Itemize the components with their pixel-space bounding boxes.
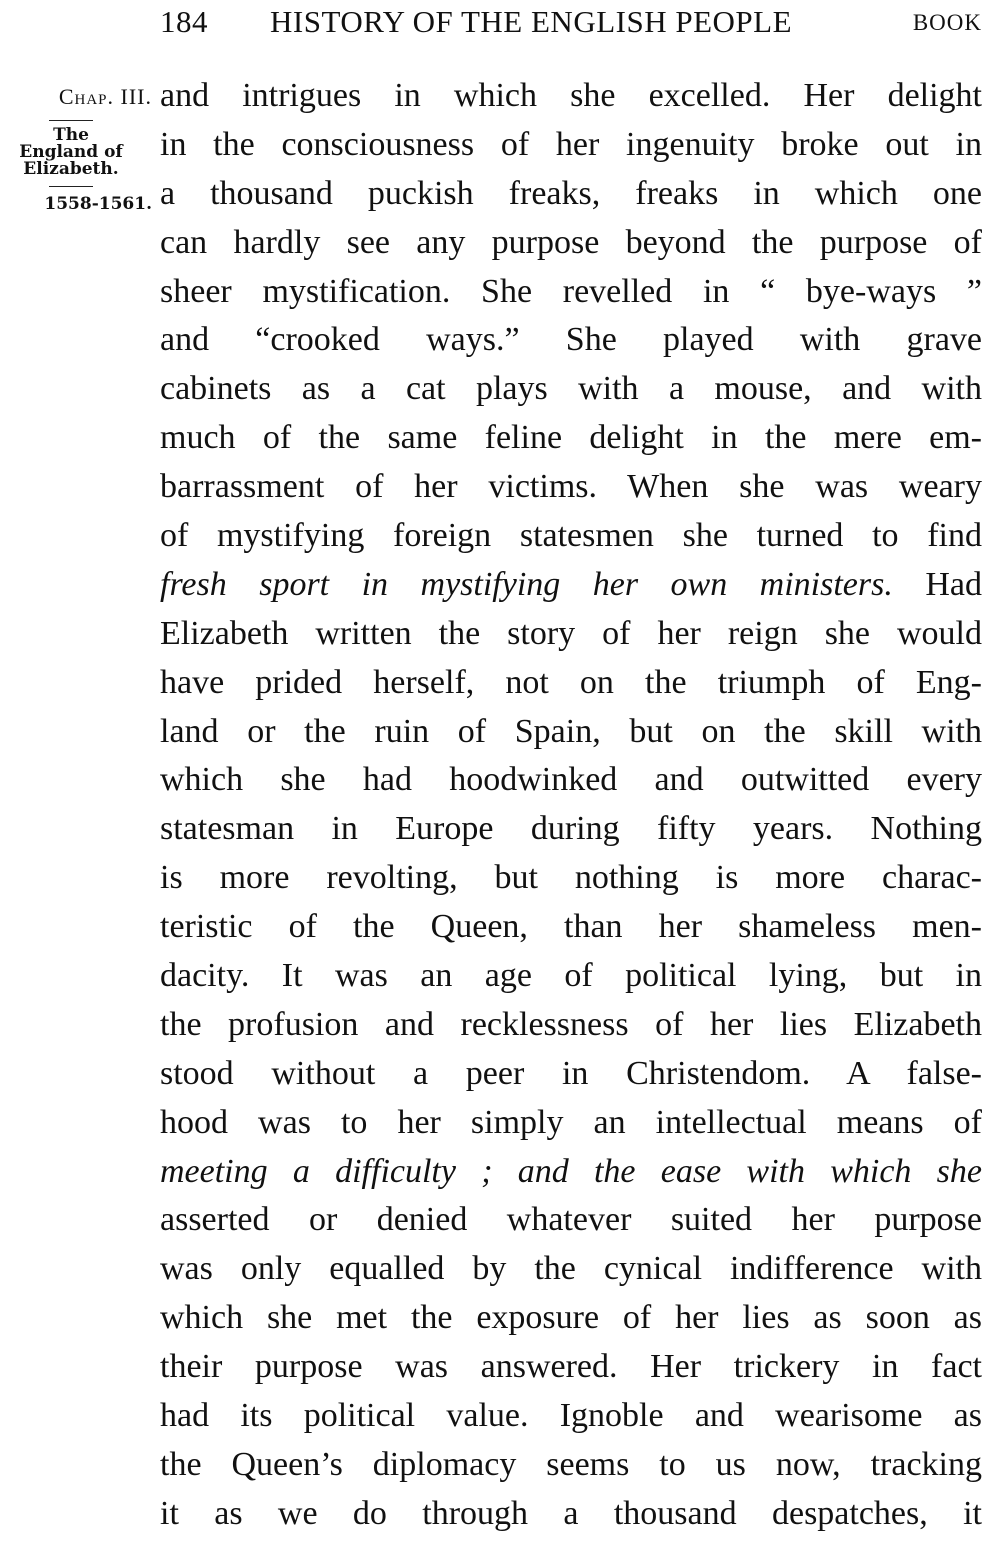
section-title (0, 127, 144, 178)
text-run: sheer mystification. She revelled in “ bye-ways ” (160, 272, 982, 310)
text-run: Elizabeth written the story of her reign she would (160, 614, 982, 652)
text-line (160, 170, 982, 219)
text-run: land or the ruin of Spain, but on the skill with (160, 712, 982, 750)
text-run: the profusion and recklessness of her lies Elizabeth (160, 1005, 982, 1043)
text-line (160, 219, 982, 268)
text-line (160, 610, 982, 659)
text-line (160, 1196, 982, 1245)
text-run: which she had hoodwinked and outwitted every (160, 761, 982, 799)
text-line (160, 903, 982, 952)
text-run: a thousand puckish freaks, freaks in which one (160, 174, 982, 212)
text-line (160, 1099, 982, 1148)
text-run: much of the same feline delight in the mere em- (160, 419, 982, 457)
running-book-label: BOOK (912, 10, 982, 35)
section-dates: 1558-1561. (44, 194, 152, 214)
text-line (160, 1050, 982, 1099)
text-line (160, 268, 982, 317)
text-line (160, 952, 982, 1001)
text-run: in the consciousness of her ingenuity broke out in (160, 125, 982, 163)
margin-rule-top (49, 120, 93, 121)
text-run: hood was to her simply an intellectual means of (160, 1103, 982, 1141)
text-run: is more revolting, but nothing is more charac- (160, 859, 982, 897)
italic-text: fresh sport in mystifying her own ministers. (160, 565, 893, 603)
section-title-line: England of (19, 142, 123, 162)
page-number: 184 (160, 4, 208, 39)
text-run: and intrigues in which she excelled. Her delight (160, 77, 982, 114)
text-run: of mystifying foreign statesmen she turned to find (160, 517, 982, 555)
text-run: Had (892, 565, 982, 603)
section-title-line: The (53, 125, 89, 145)
text-run: asserted or denied whatever suited her purpose (160, 1201, 982, 1239)
text-line (160, 1490, 982, 1539)
text-line (160, 1001, 982, 1050)
text-run: dacity. It was an age of political lying, but in (160, 957, 982, 995)
text-line (160, 414, 982, 463)
body-text (160, 72, 982, 1539)
section-title-line: Elizabeth. (23, 159, 119, 179)
text-line (160, 708, 982, 757)
text-run: cabinets as a cat plays with a mouse, and with (160, 370, 982, 408)
text-line (160, 463, 982, 512)
text-run: stood without a peer in Christendom. A false- (160, 1054, 982, 1092)
text-run: can hardly see any purpose beyond the purpose of (160, 223, 982, 261)
text-line (160, 805, 982, 854)
text-line (160, 1245, 982, 1294)
text-run: it as we do through a thousand despatches, it (160, 1494, 982, 1532)
margin-rule-bottom (49, 186, 93, 187)
text-run: the Queen’s diplomacy seems to us now, tracking (160, 1445, 982, 1483)
text-run: was only equalled by the cynical indifference with (160, 1250, 982, 1288)
text-line (160, 512, 982, 561)
text-run: their purpose was answered. Her trickery in fact (160, 1348, 982, 1386)
text-run: teristic of the Queen, than her shameless men- (160, 908, 982, 946)
running-head (160, 4, 982, 44)
text-line (160, 316, 982, 365)
text-line (160, 1392, 982, 1441)
text-line (160, 561, 982, 610)
text-run: and “crooked ways.” She played with grave (160, 321, 982, 359)
text-line (160, 854, 982, 903)
text-run: had its political value. Ignoble and wearisome as (160, 1397, 982, 1435)
text-run: which she met the exposure of her lies as soon as (160, 1299, 982, 1337)
text-run: have prided herself, not on the triumph of Eng- (160, 663, 982, 701)
text-line (160, 659, 982, 708)
text-line (160, 1343, 982, 1392)
text-line (160, 365, 982, 414)
text-line (160, 1294, 982, 1343)
text-line (160, 1441, 982, 1490)
text-line (160, 756, 982, 805)
text-line (160, 1148, 982, 1197)
text-line (160, 72, 982, 121)
italic-text: meeting a difficulty ; and the ease with which she (160, 1152, 982, 1190)
chapter-label: Chap. III. (58, 84, 152, 109)
text-run: statesman in Europe during fifty years. Nothing (160, 810, 982, 848)
text-run: barrassment of her victims. When she was weary (160, 468, 982, 506)
running-title: HISTORY OF THE ENGLISH PEOPLE (270, 4, 793, 39)
text-line (160, 121, 982, 170)
margin-notes (6, 82, 152, 215)
